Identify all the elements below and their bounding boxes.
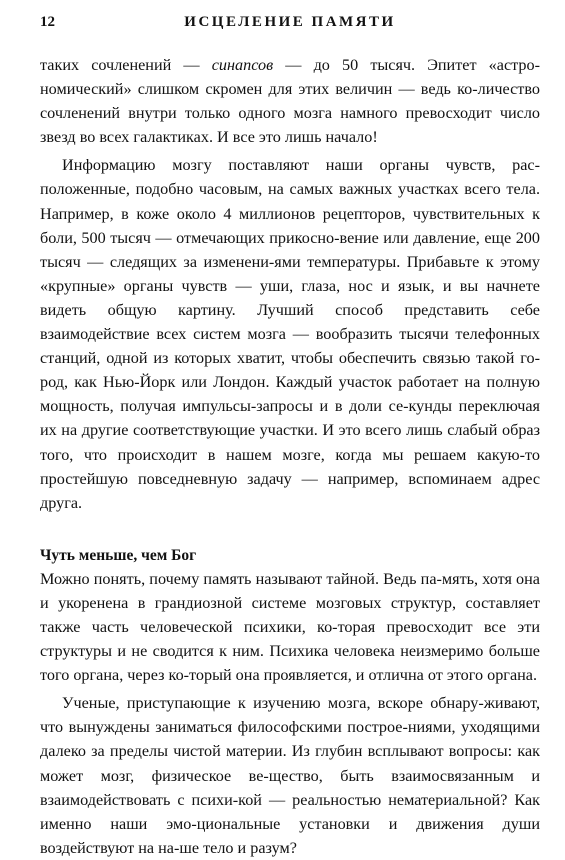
running-head xyxy=(40,14,540,38)
paragraph-text: — до 50 тысяч. Эпитет «астро-номический» слишком скромен для этих величин — ведь ко-личество сочленений внутри только одного мозга намного превосходит число звезд во всех галактиках. И все это лишь начало! xyxy=(40,56,540,147)
section-heading: Чуть меньше, чем Бог xyxy=(40,546,197,564)
book-page xyxy=(40,14,540,860)
paragraph-text: таких сочленений — xyxy=(40,56,212,74)
running-title: ИСЦЕЛЕНИЕ ПАМЯТИ xyxy=(184,14,396,30)
body-text xyxy=(40,53,540,860)
paragraph-sense-organs: Информацию мозгу поставляют наши органы чувств, рас-положенные, подобно часовым, на самых важных участках всего тела. Например, в коже около 4 миллионов рецепторов, чувствительных к боли, 500 тысяч — отмечающих прикосно-вение или давление, еще 200 тысяч — следящих за изменени-ями температуры. Прибавьте к этому «крупные» органы чувств — уши, глаза, нос и язык, и вы начнете видеть общую картину. Лучший способ представить себе взаимодействие всех систем мозга — вообразить тысячи телефонных станций, одной из которых хватит, чтобы обеспечить связью такой го-род, как Нью-Йорк или Лондон. Каждый участок работает на полную мощность, получая импульсы-запросы и в доли се-кунды переключая их на другие соответствующие участки. И это всего лишь слабый образ того, что происходит в нашем мозге, когда мы решаем какую-то простейшую повседневную задачу — например, вспоминаем адрес друга. xyxy=(40,156,540,512)
paragraph-memory-mystery: Можно понять, почему память называют тайной. Ведь па-мять, хотя она и укоренена в грандиозной системе мозговых структур, составляет также часть человеческой психики, ко-торая превосходит все эти структуры и не сводится к ним. Психика человека неизмеримо больше того органа, через ко-торый она проявляется, и отлична от этого органа. xyxy=(40,569,540,685)
page-number: 12 xyxy=(40,14,55,30)
paragraph-scientists: Ученые, приступающие к изучению мозга, вскоре обнару-живают, что вынуждены заниматься философскими построе-ниями, уходящими далеко за пределы чистой материи. Из глубин всплывают вопросы: как может мозг, физическое ве-щество, быть взаимосвязанным и взаимодействовать с психи-кой — реальностью нематериальной? Как именно наши эмо-циональные установки и движения души воздействуют на на-ше тело и разум? xyxy=(40,694,540,857)
paragraph-continued xyxy=(40,53,540,149)
emphasized-term: синапсов xyxy=(211,56,274,74)
